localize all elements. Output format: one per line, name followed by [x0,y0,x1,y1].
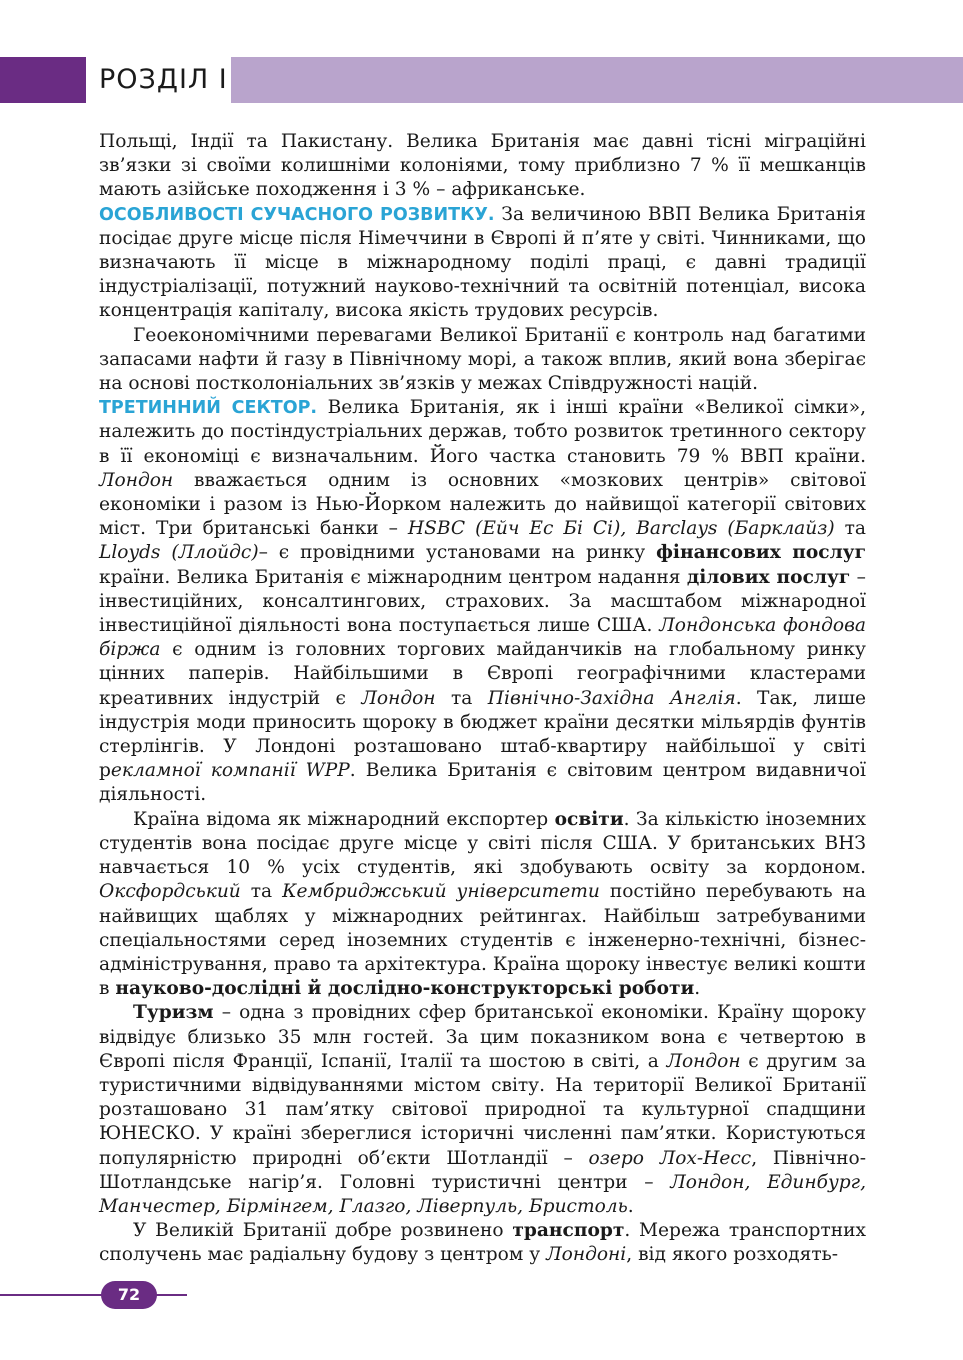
bold-term: освіти [554,808,624,830]
paragraph-2 [99,203,866,324]
text-run: . Велика Британія є світовим центром видавничої діяльності. [99,760,866,806]
header-accent-block [0,57,86,103]
italic-term: HSBC (Ейч Ес Бі Сі), Barclays (Барклайз) [407,518,835,540]
text-run: та [435,687,488,709]
text-run: – одна з провідних сфер британської економіки. Країну щороку відвідує близько 35 млн гостей. За цим показником вона є четвертою в Європі після Франції, Іспанії, Італії та шостою в світі, а [99,1002,866,1072]
italic-term: Лондон, Единбург, Манчестер, Бірмінгем, Глазго, Ліверпуль, Бристоль [99,1171,866,1217]
italic-term: екламної компанії WPP [110,760,350,782]
header-band [231,57,963,103]
text-run: Велика Британія, як і інші країни «Великої сімки», належить до постіндустріальних держав, тобто розвиток третинного сектору в її економіці є визначальним. Його частка становить 79 % ВВП країни. [99,397,866,467]
body-text [99,130,866,1268]
italic-term: Лондон [666,1050,741,1072]
italic-term: Лондоні [546,1244,627,1266]
italic-term: Lloyds (Ллойдс) [99,542,259,564]
text-run: – є провідними установами на ринку [258,542,657,564]
text-run: та [240,881,283,903]
italic-term: Лондон [99,469,174,491]
italic-term: Оксфордський [99,881,241,903]
text-run: є одним із головних торгових майданчиків на глобальному ринку цінних паперів. Найбільшими в Європі географічними кластерами креативних індустрій є [99,639,866,709]
text-run: . [627,1195,634,1217]
paragraph-6 [99,1001,866,1219]
bold-term: транспорт [512,1220,625,1242]
text-run: . За кількістю іноземних студентів вона посідає друге місце у світі після США. У британських ВНЗ навчається 10 % усіх студентів, які здобувають освіту за кордоном. [99,808,867,879]
text-run: та [834,518,866,540]
text-run: , від якого розходять- [626,1244,839,1266]
section-heading: ОСОБЛИВОСТІ СУЧАСНОГО РОЗВИТКУ. [99,204,495,225]
text-run: Геоекономічними перевагами Великої Британії є контроль над багатими запасами нафти й газу в Північному морі, а також вплив, який вона зберігає на основі постколоніальних зв’язків у межах Співдружності націй. [99,324,866,395]
italic-term: Кембриджський університети [282,881,600,903]
text-run: Польщі, Індії та Пакистану. Велика Британія має давні тісні міграційні зв’язки зі своїми колишніми колоніями, тому приблизно 7 % її мешканців мають азійське походження і 3 % – африканське. [99,131,866,201]
text-run: – інвестиційних, консалтингових, страхових. За масштабом міжнародної інвестиційної діяльності вона поступається лише США. [99,566,866,637]
text-run: . Так, лише індустрія моди приносить щороку в бюджет країни десятки мільярдів фунтів стерлінгів. У Лондоні розташовано штаб-квартиру найбільшої у світі р [99,687,866,782]
bold-term: фінансових послуг [656,542,866,564]
text-run: є другим за туристичними відвідуваннями містом світу. На території Великої Британії розташовано 31 пам’ятку світової природної та культурної спадщини ЮНЕСКО. У країні збереглися історичні численні пам’ятки. Користуються популярністю природні об’єкти Шотландії – [99,1050,866,1169]
paragraph-7 [99,1219,866,1267]
text-run: . Мережа транспортних сполучень має радіальну будову з центром у [99,1220,866,1266]
bold-term: науково-дослідні й дослідно-конструкторські роботи [115,978,695,1000]
page-number: 72 [101,1281,157,1309]
text-run: У Великій Британії добре розвинено [133,1220,513,1242]
text-run: постійно перебувають на найвищих щаблях у міжнародних рейтингах. Найбільш затребуваними спеціальностями серед іноземних студентів є інженерно-технічні, бізнес-адміністрування, право та архітектура. Країна щороку інвестує великі кошти в [99,881,866,1000]
paragraph-4 [99,396,866,807]
text-run: , Північно-Шотландське нагір’я. Головні туристичні центри – [99,1147,867,1193]
section-title: РОЗДІЛ I [99,64,228,95]
italic-term: озеро Лох-Несс [588,1147,752,1169]
italic-term: Лондон [361,687,436,709]
italic-term: Лондонська фондова біржа [99,615,866,661]
bold-term: Туризм [133,1002,214,1024]
text-run: . [694,978,701,1000]
text-run: За величиною ВВП Велика Британія посідає друге місце після Німеччини в Європі й п’яте у світі. Чинниками, що визначають її місце в міжнародному поділі праці, є давні традиції індустріалізації, потужний науково-технічний та освітній потенціал, висока концентрація капіталу, висока якість трудових ресурсів. [99,203,866,322]
section-heading: ТРЕТИННИЙ СЕКТОР. [99,398,318,419]
text-run: країни. Велика Британія є міжнародним центром надання [99,566,687,588]
bold-term: ділових послуг [686,566,851,588]
text-run: Країна відома як міжнародний експортер [133,808,555,830]
paragraph-3 [99,324,866,397]
paragraph-5 [99,808,866,1002]
italic-term: Північно-Західна Англія [487,687,736,709]
paragraph-1 [99,130,866,203]
footer-rule [0,1294,187,1296]
text-run: вважається одним із основних «мозкових центрів» світової економіки і разом із Нью-Йорком належить до найвищої категорії світових міст. Три британські банки – [99,469,866,540]
